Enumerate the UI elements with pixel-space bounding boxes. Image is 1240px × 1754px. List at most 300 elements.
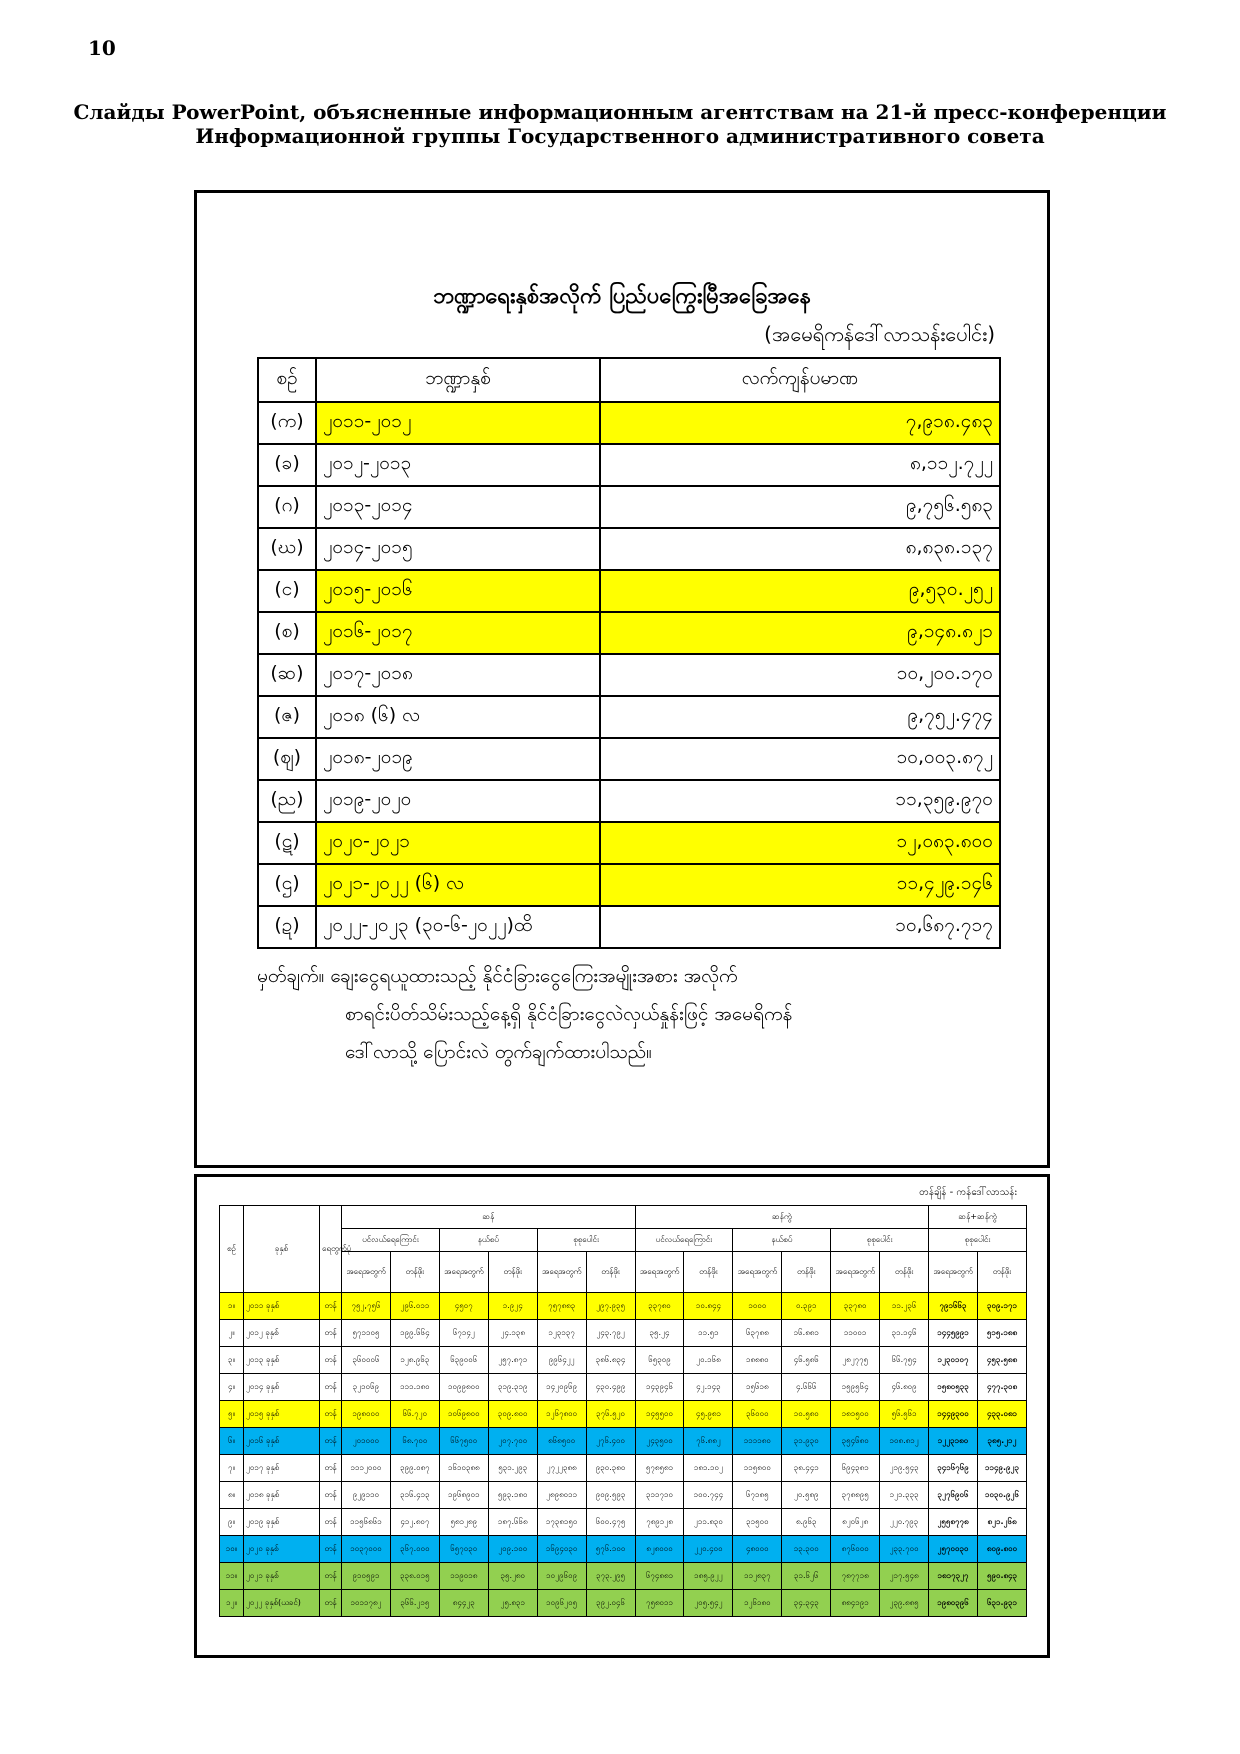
row-cell: ၃၁၉.၃၁၉ (488, 1374, 537, 1401)
row-cell: ၁၀၁၁၇၈၂ (342, 1590, 391, 1617)
row-cell: ၂၈၉၈၀၁၁ (537, 1482, 586, 1509)
rice-sub-total: စုစုပေါင်း (537, 1229, 635, 1252)
header-quantity: အရေအတွက် (733, 1252, 782, 1293)
page-title-line1: Слайды PowerPoint, объясненные информационным агентствам на 21-й пресс-конференции (73, 100, 1167, 124)
row-cell: ၂၁၁.၈၃၀ (684, 1509, 733, 1536)
row-cell: ၈၈၄၁၉၁ (831, 1590, 880, 1617)
row-index: ၁၁။ (220, 1563, 244, 1590)
rice-export-row (220, 1536, 1027, 1563)
row-cell: ၇၅၂,၇၅၆ (342, 1293, 391, 1320)
row-cell: ၂၁၉.၅၄၃ (880, 1455, 929, 1482)
row-fiscal-year: ၂၀၁၉-၂၀၂၀ (316, 780, 600, 822)
row-cell: ၃၆၇.၀၀၀ (390, 1536, 439, 1563)
row-index: (က) (258, 402, 316, 444)
row-year: ၂၀၁၅ ခုနှစ် (244, 1401, 320, 1428)
row-cell: ၂၀၅.၅၄၂ (684, 1590, 733, 1617)
page-title (60, 100, 1180, 148)
row-year: ၂၀၁၂ ခုနှစ် (244, 1320, 320, 1347)
row-cell: ၁၀၃၀.၉၂၆ (977, 1482, 1026, 1509)
row-index: ၆။ (220, 1428, 244, 1455)
row-cell: ၉၃၀.၃၈၀ (586, 1455, 635, 1482)
row-cell: ၁၂၆၇၈၀၀ (537, 1401, 586, 1428)
row-cell: ၅၇၈၅၈၁ (635, 1455, 684, 1482)
row-index: ၅။ (220, 1401, 244, 1428)
row-cell: ၁၀၉၆၂၀၅ (537, 1590, 586, 1617)
rice-export-row (220, 1347, 1027, 1374)
row-index: ၉။ (220, 1509, 244, 1536)
row-cell: ၂၃၃.၇၀၀ (880, 1536, 929, 1563)
header-value: တန်ဖိုး (586, 1252, 635, 1293)
row-cell: ၁၁.၂၃၆ (880, 1293, 929, 1320)
rice-sub-border: နယ်စပ် (439, 1229, 537, 1252)
row-cell: ၅၇၁၁၀၅ (342, 1320, 391, 1347)
row-cell: ၈၆၈၅၀၀ (537, 1428, 586, 1455)
rice-header-unit: ရေတွက်ပုံ (320, 1206, 342, 1293)
row-cell: ၁၈၁၇၃၂၇ (929, 1563, 978, 1590)
row-balance: ၇,၉၁၈.၄၈၃ (600, 402, 1000, 444)
row-index: (ဍ) (258, 906, 316, 948)
debt-row (258, 570, 1000, 612)
row-index: ၂။ (220, 1320, 244, 1347)
header-index: စဉ် (258, 358, 316, 402)
debt-row (258, 528, 1000, 570)
row-cell: ၃၆၀၀၀ (733, 1401, 782, 1428)
row-cell: ၅၁၅.၁၈၈ (977, 1320, 1026, 1347)
row-index: ၇။ (220, 1455, 244, 1482)
row-cell: ၆၃၉၀၀၆ (439, 1347, 488, 1374)
header-quantity: အရေအတွက် (537, 1252, 586, 1293)
row-cell: ၁၁၀၀၁ (831, 1320, 880, 1347)
rice-header-broken: ဆန်ကွဲ (635, 1206, 929, 1229)
row-cell: ၆၇၁၄၂ (439, 1320, 488, 1347)
row-cell: ၂၅.၈၃၁ (488, 1590, 537, 1617)
row-index: ၄။ (220, 1374, 244, 1401)
row-index: ၁။ (220, 1293, 244, 1320)
row-cell: ၁၉၆၈၉၀၁ (439, 1482, 488, 1509)
row-index: ၃။ (220, 1347, 244, 1374)
debt-row (258, 738, 1000, 780)
row-cell: ၂၃၉.၈၈၅ (880, 1590, 929, 1617)
row-cell: ၂၇၆.၄၀၀ (586, 1428, 635, 1455)
row-fiscal-year: ၂၀၂၂-၂၀၂၃ (၃၀-၆-၂၀၂၂)ထိ (316, 906, 600, 948)
rice-export-row (220, 1428, 1027, 1455)
row-cell: ၅၉၀.၈၄၃ (977, 1563, 1026, 1590)
row-cell: ၁၄၄၅၉၉၁ (929, 1320, 978, 1347)
row-cell: ၈.၉၆၃ (782, 1509, 831, 1536)
header-value: တန်ဖိုး (782, 1252, 831, 1293)
row-cell: ၁၀၆၉၈၀၀ (439, 1401, 488, 1428)
row-balance: ၁၁,၃၅၉.၉၇၀ (600, 780, 1000, 822)
row-index: (ဃ) (258, 528, 316, 570)
row-cell: ၁၈၈၈၀ (733, 1347, 782, 1374)
debt-row (258, 696, 1000, 738)
row-cell: ၃၄၁၆၇၆၉ (929, 1455, 978, 1482)
row-cell: ၂၂၀.၄၀၀ (684, 1536, 733, 1563)
row-cell: ၃၁၁၇၁၀ (635, 1482, 684, 1509)
header-value: တန်ဖိုး (390, 1252, 439, 1293)
row-cell: ၉၁၀၅၉၁ (342, 1563, 391, 1590)
debt-row (258, 444, 1000, 486)
row-cell: ၁၀၈.၈၁၂ (880, 1428, 929, 1455)
row-cell: ၃၆၆.၂၁၅ (390, 1590, 439, 1617)
row-balance: ၁၁,၄၂၉.၁၄၆ (600, 864, 1000, 906)
row-cell: ၄.၆၆၆ (782, 1374, 831, 1401)
broken-sub-border: နယ်စပ် (733, 1229, 831, 1252)
row-cell: ၁၁၅၆၈၆၁ (342, 1509, 391, 1536)
row-unit: တန် (320, 1509, 342, 1536)
row-index: (စ) (258, 612, 316, 654)
debt-row (258, 486, 1000, 528)
page-number: 10 (88, 36, 116, 60)
row-unit: တန် (320, 1401, 342, 1428)
header-balance: လက်ကျန်ပမာဏ (600, 358, 1000, 402)
row-cell: ၃၅.၂၈၀ (488, 1563, 537, 1590)
row-cell: ၁၀.၈၄၄ (684, 1293, 733, 1320)
row-year: ၂၀၂၀ ခုနှစ် (244, 1536, 320, 1563)
debt-row (258, 822, 1000, 864)
row-index: (ဌ) (258, 864, 316, 906)
row-cell: ၈၄၄၂၃ (439, 1590, 488, 1617)
row-unit: တန် (320, 1347, 342, 1374)
row-cell: ၄၇၇.၃၀၈ (977, 1374, 1026, 1401)
row-cell: ၁၄၂၀၉၆၉ (537, 1374, 586, 1401)
row-cell: ၁၆.၈၈၁ (782, 1320, 831, 1347)
row-index: (ဆ) (258, 654, 316, 696)
row-year: ၂၀၁၄ ခုနှစ် (244, 1374, 320, 1401)
row-cell: ၂၅၅၈၇၇၈ (929, 1509, 978, 1536)
row-index: (ခ) (258, 444, 316, 486)
row-cell: ၁၅၉၅၆၄ (831, 1374, 880, 1401)
row-cell: ၁၂၈.၉၆၃ (390, 1347, 439, 1374)
header-quantity: အရေအတွက် (831, 1252, 880, 1293)
row-cell: ၁၁၁၁၈၀ (733, 1428, 782, 1455)
row-fiscal-year: ၂၀၁၄-၂၀၁၅ (316, 528, 600, 570)
row-fiscal-year: ၂၀၂၁-၂၀၂၂ (၆) လ (316, 864, 600, 906)
row-cell: ၁၁၅၈၀၀ (733, 1455, 782, 1482)
row-cell: ၁၁၁.၁၈၀ (390, 1374, 439, 1401)
row-unit: တန် (320, 1293, 342, 1320)
row-cell: ၈၂၁.၂၆၈ (977, 1509, 1026, 1536)
row-cell: ၁၄၃၉၄၆ (635, 1374, 684, 1401)
row-cell: ၃၁.၉၃၀ (782, 1428, 831, 1455)
rice-export-row (220, 1401, 1027, 1428)
row-unit: တန် (320, 1374, 342, 1401)
row-cell: ၂၁၇.၅၄၈ (880, 1563, 929, 1590)
row-cell: ၁၂၆၁၈၀ (733, 1590, 782, 1617)
row-balance: ၁၀,၀၀၃.၈၇၂ (600, 738, 1000, 780)
grand-sub-total: စုစုပေါင်း (929, 1229, 1027, 1252)
row-cell: ၆၇၁၈၅ (733, 1482, 782, 1509)
debt-row (258, 780, 1000, 822)
row-cell: ၃၃၈.၀၁၅ (390, 1563, 439, 1590)
row-cell: ၆၃၁.၉၃၁ (977, 1590, 1026, 1617)
row-cell: ၇၈၉၁၂၈ (635, 1509, 684, 1536)
row-index: (ဋ) (258, 822, 316, 864)
row-cell: ၁၇၃၈၁၅၀ (537, 1509, 586, 1536)
slide-rice-exports (194, 1174, 1050, 1658)
row-cell: ၁၆၁၀၃၈၈ (439, 1455, 488, 1482)
row-cell: ၃၁.၁၄၆ (880, 1320, 929, 1347)
row-cell: ၁၄၄၉၃၀၀ (929, 1401, 978, 1428)
row-cell: ၃၂၇၆၉၀၆ (929, 1482, 978, 1509)
row-cell: ၄၁၂.၈၀၇ (390, 1509, 439, 1536)
rice-header-total-group: ဆန်+ဆန်ကွဲ (929, 1206, 1027, 1229)
row-cell: ၄၆.၈၀၉ (880, 1374, 929, 1401)
debt-row (258, 654, 1000, 696)
row-index: (ဈ) (258, 738, 316, 780)
row-cell: ၁၀၀.၇၄၄ (684, 1482, 733, 1509)
row-cell: ၃၂၁၀၆၉ (342, 1374, 391, 1401)
row-cell: ၁၈၅.၉၂၂ (684, 1563, 733, 1590)
row-balance: ၁၂,၀၈၃.၈၀၀ (600, 822, 1000, 864)
row-cell: ၆၆၇၅၀၀ (439, 1428, 488, 1455)
row-balance: ၁၀,၆၈၇.၇၁၇ (600, 906, 1000, 948)
row-cell: ၅၇၆.၁၀၀ (586, 1536, 635, 1563)
row-cell: ၃၇၆.၅၂၀ (586, 1401, 635, 1428)
row-cell: ၃၁၆.၄၁၃ (390, 1482, 439, 1509)
row-index: (ဂ) (258, 486, 316, 528)
header-fiscal-year: ဘဏ္ဍာနှစ် (316, 358, 600, 402)
row-cell: ၀.၃၉၁ (782, 1293, 831, 1320)
row-cell: ၁၁၂၈၃၇ (733, 1563, 782, 1590)
debt-row (258, 864, 1000, 906)
row-fiscal-year: ၂၀၁၇-၂၀၁၈ (316, 654, 600, 696)
row-cell: ၈၂၈၀၀၀ (635, 1536, 684, 1563)
header-quantity: အရေအတွက် (929, 1252, 978, 1293)
row-cell: ၁၃.၃၀၀ (782, 1536, 831, 1563)
row-cell: ၉၉၆၄၂၂ (537, 1347, 586, 1374)
slide-external-debt (194, 190, 1050, 1168)
row-year: ၂၀၁၆ ခုနှစ် (244, 1428, 320, 1455)
row-cell: ၃၈၆.၈၃၄ (586, 1347, 635, 1374)
row-cell: ၉၂၉၁၁၀ (342, 1482, 391, 1509)
row-cell: ၁၀၃၇၀၀၀ (342, 1536, 391, 1563)
rice-export-row (220, 1320, 1027, 1347)
row-cell: ၂၀.၁၆၈ (684, 1347, 733, 1374)
row-balance: ၉,၇၅၆.၅၈၃ (600, 486, 1000, 528)
note-line3: ဒေါ်လာသို့ ပြောင်းလဲ တွက်ချက်ထားပါသည်။ (345, 1041, 652, 1063)
row-balance: ၉,၇၅၂.၄၇၄ (600, 696, 1000, 738)
row-cell: ၁၁၁၂၀၀၀ (342, 1455, 391, 1482)
row-cell: ၁၂၃၀၁၀၇ (929, 1347, 978, 1374)
row-year: ၂၀၁၈ ခုနှစ် (244, 1482, 320, 1509)
row-cell: ၄၅၀၇ (439, 1293, 488, 1320)
row-cell: ၁၁၄၉.၉၂၃ (977, 1455, 1026, 1482)
row-unit: တန် (320, 1563, 342, 1590)
slide1-title: ဘဏ္ဍာရေးနှစ်အလိုက် ပြည်ပကြွေးမြီအခြေအနေ (433, 284, 811, 309)
row-cell: ၅၈၁၂၈၉ (439, 1509, 488, 1536)
row-cell: ၃၈၅.၂၁၂ (977, 1428, 1026, 1455)
row-cell: ၁၉၈၀၀၀ (342, 1401, 391, 1428)
row-index: (ည) (258, 780, 316, 822)
row-cell: ၁၁၉၀၁၈ (439, 1563, 488, 1590)
row-index: ၈။ (220, 1482, 244, 1509)
row-cell: ၆၆.၇၂၀ (390, 1401, 439, 1428)
debt-row (258, 612, 1000, 654)
row-fiscal-year: ၂၀၁၂-၂၀၁၃ (316, 444, 600, 486)
row-cell: ၈၀၉.၈၀၀ (977, 1536, 1026, 1563)
row-cell: ၄၆.၅၈၆ (782, 1347, 831, 1374)
row-cell: ၃၇၃.၂၉၅ (586, 1563, 635, 1590)
row-cell: ၆၉၄၃၈၁ (831, 1455, 880, 1482)
row-cell: ၂၀၉.၁၀၀ (488, 1536, 537, 1563)
row-cell: ၄၃၀.၄၉၉ (586, 1374, 635, 1401)
row-year: ၂၀၁၉ ခုနှစ် (244, 1509, 320, 1536)
row-balance: ၈,၈၃၈.၁၃၇ (600, 528, 1000, 570)
row-index: ၁၀။ (220, 1536, 244, 1563)
row-cell: ၁၁.၅၁ (684, 1320, 733, 1347)
row-cell: ၁၂၃၁၃၇ (537, 1320, 586, 1347)
broken-sub-sea: ပင်လယ်ရေကြောင်း (635, 1229, 733, 1252)
header-quantity: အရေအတွက် (635, 1252, 684, 1293)
row-cell: ၆၅၃၀၉ (635, 1347, 684, 1374)
row-fiscal-year: ၂၀၁၃-၂၀၁၄ (316, 486, 600, 528)
row-cell: ၂၈၂၇၇၅ (831, 1347, 880, 1374)
row-cell: ၃၃၇၈၀ (635, 1293, 684, 1320)
row-balance: ၉,၁၄၈.၈၂၁ (600, 612, 1000, 654)
row-cell: ၂၄.၁၃၈ (488, 1320, 537, 1347)
row-cell: ၃၉၂.၀၄၆ (586, 1590, 635, 1617)
rice-export-row (220, 1482, 1027, 1509)
row-cell: ၇၅၈၀၁၁ (635, 1590, 684, 1617)
row-fiscal-year: ၂၀၂၀-၂၀၂၁ (316, 822, 600, 864)
slide1-note (257, 957, 1017, 1071)
row-cell: ၈၂၀၆၂၈ (831, 1509, 880, 1536)
row-cell: ၃၅.၂၄ (635, 1320, 684, 1347)
rice-export-table (219, 1205, 1027, 1617)
row-cell: ၄၃၃.၀၈၁ (977, 1401, 1026, 1428)
row-cell: ၁၉၈၀၃၉၆ (929, 1590, 978, 1617)
row-cell: ၃၄.၃၄၃ (782, 1590, 831, 1617)
rice-header-index: စဉ် (220, 1206, 244, 1293)
header-quantity: အရေအတွက် (439, 1252, 488, 1293)
row-cell: ၁.၉၂၄ (488, 1293, 537, 1320)
slide1-subtitle: (အမေရိကန်ဒေါ်လာသန်းပေါင်း) (764, 322, 995, 346)
rice-sub-sea: ပင်လယ်ရေကြောင်း (342, 1229, 440, 1252)
header-value: တန်ဖိုး (880, 1252, 929, 1293)
row-cell: ၃၆၀၀၀၆ (342, 1347, 391, 1374)
row-cell: ၆၈.၇၀၀ (390, 1428, 439, 1455)
row-index: (င) (258, 570, 316, 612)
row-year: ၂၀၁၃ ခုနှစ် (244, 1347, 320, 1374)
row-balance: ၈,၁၁၂.၇၂၂ (600, 444, 1000, 486)
rice-export-row (220, 1509, 1027, 1536)
row-cell: ၁၂၂၃၁၈၀ (929, 1428, 978, 1455)
row-cell: ၁၈၁၅၀၀ (831, 1401, 880, 1428)
debt-row (258, 906, 1000, 948)
row-balance: ၁၀,၂၀၀.၁၇၀ (600, 654, 1000, 696)
row-cell: ၉၀၉.၅၉၃ (586, 1482, 635, 1509)
debt-table-header (258, 358, 1000, 402)
row-cell: ၆၆.၇၅၄ (880, 1347, 929, 1374)
header-value: တန်ဖိုး (684, 1252, 733, 1293)
row-cell: ၂၄၃.၇၉၂ (586, 1320, 635, 1347)
rice-header-year: ခုနှစ် (244, 1206, 320, 1293)
rice-export-row (220, 1293, 1027, 1320)
broken-sub-total: စုစုပေါင်း (831, 1229, 929, 1252)
row-cell: ၁၀၉၉၈၀၀ (439, 1374, 488, 1401)
row-fiscal-year: ၂၀၁၅-၂၀၁၆ (316, 570, 600, 612)
row-cell: ၂၅၇.၈၇၁ (488, 1347, 537, 1374)
row-year: ၂၀၁၇ ခုနှစ် (244, 1455, 320, 1482)
row-unit: တန် (320, 1536, 342, 1563)
row-index: (ဇ) (258, 696, 316, 738)
slide2-unit: တန်ချိန် - ကန်ဒေါ်လာသန်း (919, 1187, 1017, 1198)
rice-export-row (220, 1563, 1027, 1590)
note-line1: မှတ်ချက်။ ချေးငွေရယူထားသည့် နိုင်ငံခြားငွေကြေးအမျိုးအစား အလိုက် (257, 965, 738, 987)
row-cell: ၃၁၅၀၀ (733, 1509, 782, 1536)
row-cell: ၃၁.၆၂၆ (782, 1563, 831, 1590)
row-cell: ၄၈၀၀၀ (733, 1536, 782, 1563)
row-index: ၁၂။ (220, 1590, 244, 1617)
row-cell: ၂၇၂၂၃၈၈ (537, 1455, 586, 1482)
row-cell: ၂၀၇.၇၀၀ (488, 1428, 537, 1455)
row-cell: ၂၉၇.၉၃၅ (586, 1293, 635, 1320)
row-unit: တန် (320, 1482, 342, 1509)
row-cell: ၂၀၁၀၀၀ (342, 1428, 391, 1455)
row-fiscal-year: ၂၀၁၆-၂၀၁၇ (316, 612, 600, 654)
row-cell: ၁၉၉.၆၆၄ (390, 1320, 439, 1347)
row-cell: ၅၉၃.၁၈၀ (488, 1482, 537, 1509)
row-cell: ၃၃၇၈၀ (831, 1293, 880, 1320)
row-cell: ၁၅၈၀၅၃၃ (929, 1374, 978, 1401)
row-cell: ၅၃၁.၂၉၃ (488, 1455, 537, 1482)
row-cell: ၈၇၆၀၀၀ (831, 1536, 880, 1563)
debt-row (258, 402, 1000, 444)
row-cell: ၁၈၁.၁၀၂ (684, 1455, 733, 1482)
row-cell: ၃၀၉.၈၀၀ (488, 1401, 537, 1428)
rice-header-row3 (220, 1252, 1027, 1293)
note-line2: စာရင်းပိတ်သိမ်းသည့်နေ့ရှိ နိုင်ငံခြားငွေလဲလှယ်နှုန်းဖြင့် အမေရိကန် (345, 1003, 793, 1025)
row-year: ၂၀၂၁ ခုနှစ် (244, 1563, 320, 1590)
row-cell: ၄၅၃.၅၈၈ (977, 1347, 1026, 1374)
rice-header-row1 (220, 1206, 1027, 1229)
row-cell: ၇၅၇၈၈၃ (537, 1293, 586, 1320)
row-cell: ၁၂၁.၃၃၃ (880, 1482, 929, 1509)
row-cell: ၂၂၀.၇၉၃ (880, 1509, 929, 1536)
row-cell: ၇၆.၈၈၂ (684, 1428, 733, 1455)
row-unit: တန် (320, 1320, 342, 1347)
rice-header-rice: ဆန် (342, 1206, 636, 1229)
row-cell: ၁၄၅၅၀၀ (635, 1401, 684, 1428)
debt-table (257, 357, 1001, 949)
row-cell: ၆၀၀.၄၇၅ (586, 1509, 635, 1536)
row-fiscal-year: ၂၀၁၁-၂၀၁၂ (316, 402, 600, 444)
rice-export-row (220, 1590, 1027, 1617)
row-cell: ၆၅၇၀၃၀ (439, 1536, 488, 1563)
row-fiscal-year: ၂၀၁၈ (၆) လ (316, 696, 600, 738)
row-fiscal-year: ၂၀၁၈-၂၀၁၉ (316, 738, 600, 780)
row-cell: ၂၄၃၅၀၀ (635, 1428, 684, 1455)
row-unit: တန် (320, 1428, 342, 1455)
row-cell: ၂၀.၅၈၉ (782, 1482, 831, 1509)
row-cell: ၄၂.၁၄၃ (684, 1374, 733, 1401)
row-cell: ၁၈၇.၆၆၈ (488, 1509, 537, 1536)
header-quantity: အရေအတွက် (342, 1252, 391, 1293)
page-title-line2: Информационной группы Государственного административного совета (195, 124, 1045, 148)
row-balance: ၉,၅၃၀.၂၅၂ (600, 570, 1000, 612)
row-cell: ၄၅.၉၈၁ (684, 1401, 733, 1428)
row-cell: ၅၆.၅၆၁ (880, 1401, 929, 1428)
rice-export-row (220, 1374, 1027, 1401)
header-value: တန်ဖိုး (488, 1252, 537, 1293)
row-cell: ၁၀.၅၈၀ (782, 1401, 831, 1428)
row-cell: ၂၉၆.၀၁၁ (390, 1293, 439, 1320)
row-year: ၂၀၁၁ ခုနှစ် (244, 1293, 320, 1320)
row-cell: ၇၉၁၆၆၃ (929, 1293, 978, 1320)
row-cell: ၂၅၇၀၀၃၀ (929, 1536, 978, 1563)
row-cell: ၃၀၉.၁၇၁ (977, 1293, 1026, 1320)
